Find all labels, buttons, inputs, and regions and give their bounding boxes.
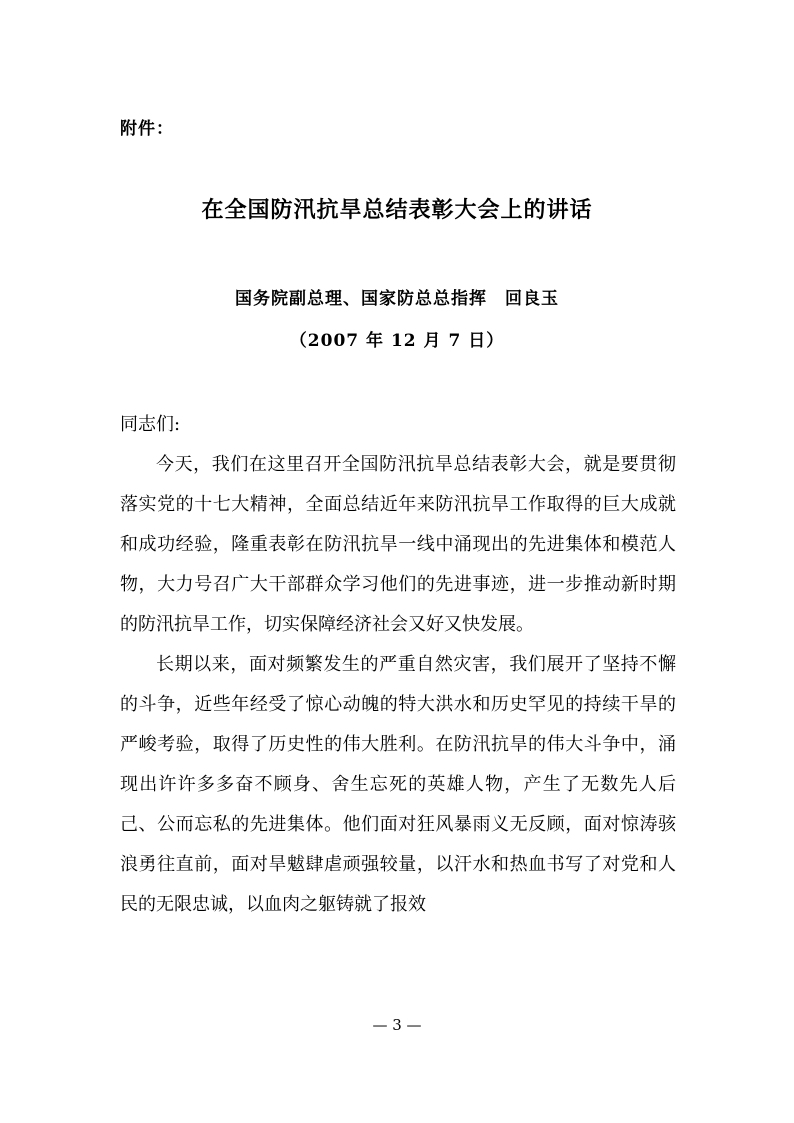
date-line: （2007 年 12 月 7 日）	[289, 331, 505, 351]
document-title: 在全国防汛抗旱总结表彰大会上的讲话	[201, 197, 593, 223]
attachment-label: 附件：	[120, 119, 174, 139]
paragraph: 今天，我们在这里召开全国防汛抗旱总结表彰大会，就是要贯彻落实党的十七大精神，全面总结近年来防汛抗旱工作取得的巨大成就和成功经验，隆重表彰在防汛抗旱一线中涌现出的先进集体和模范人物，大力号召广大干部群众学习他们的先进事迹，进一步推动新时期的防汛抗旱工作，切实保障经济社会又好又快发展。	[120, 454, 676, 635]
speech-body	[120, 405, 676, 925]
salutation: 同志们:	[120, 414, 181, 435]
speaker-line: 国务院副总理、国家防总总指挥 回良玉	[235, 289, 559, 309]
paragraph: 长期以来，面对频繁发生的严重自然灾害，我们展开了坚持不懈的斗争，近些年经受了惊心动魄的特大洪水和历史罕见的持续干旱的严峻考验，取得了历史性的伟大胜利。在防汛抗旱的伟大斗争中，涌现出许许多多奋不顾身、舍生忘死的英雄人物，产生了无数先人后己、公而忘私的先进集体。他们面对狂风暴雨义无反顾，面对惊涛骇浪勇往直前，面对旱魃肆虐顽强较量，以汗水和热血书写了对党和人民的无限忠诚，以血肉之躯铸就了报效	[120, 654, 676, 915]
page-number: — 3 —	[372, 1016, 422, 1034]
